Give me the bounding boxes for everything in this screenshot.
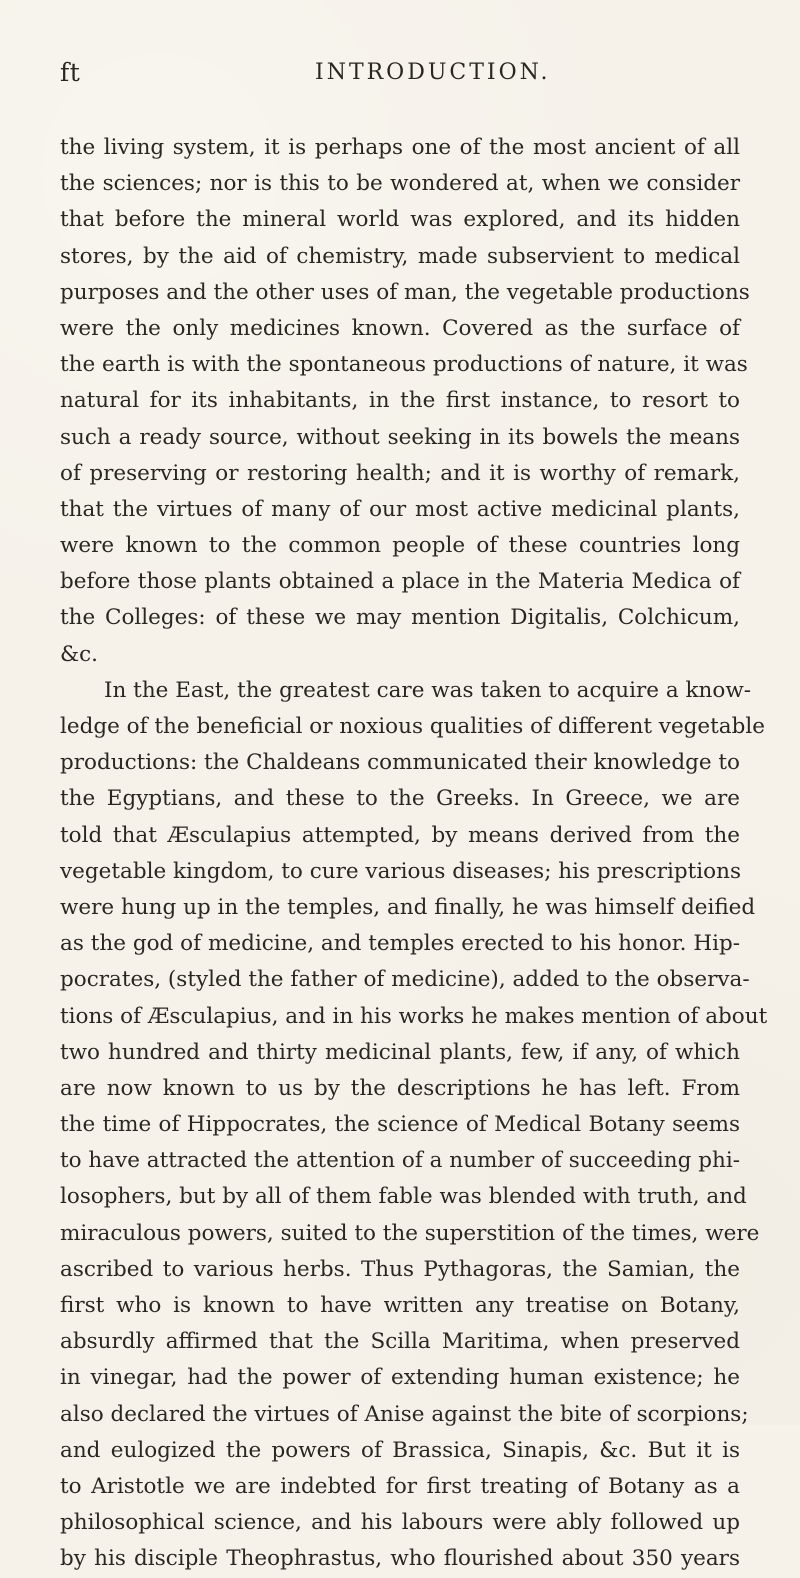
text-line: In the East, the greatest care was taken to acquire a know-	[104, 677, 751, 703]
text-line: the time of Hippocrates, the science of Medical Botany seems	[60, 1112, 740, 1138]
text-line: two hundred and thirty medicinal plants, few, if any, of which	[60, 1039, 740, 1065]
text-line: the living system, it is perhaps one of the most ancient of all	[60, 135, 740, 160]
text-line: miraculous powers, suited to the superstition of the times, were	[60, 1220, 760, 1246]
text-line: were hung up in the temples, and finally, he was himself deified	[60, 894, 756, 920]
text-line: pocrates, (styled the father of medicine), added to the observa-	[60, 967, 750, 993]
text-line: the Egyptians, and these to the Greeks. In Greece, we are	[60, 786, 740, 812]
text-line: losophers, but by all of them fable was blended with truth, and	[60, 1184, 747, 1210]
text-line: productions: the Chaldeans communicated their knowledge to	[60, 750, 740, 776]
text-line: vegetable kingdom, to cure various diseases; his prescriptions	[60, 858, 741, 884]
text-line: were the only medicines known. Covered as the surface of	[60, 315, 740, 341]
text-line: to Aristotle we are indebted for first treating of Botany as a	[60, 1473, 740, 1499]
text-line: ledge of the beneficial or noxious qualities of different vegetable	[60, 714, 765, 739]
text-line: tions of Æsculapius, and in his works he makes mention of about	[60, 1003, 768, 1029]
text-line: absurdly affirmed that the Scilla Maritima, when preserved	[60, 1329, 740, 1355]
text-line: and eulogized the powers of Brassica, Sinapis, &c. But it is	[60, 1437, 740, 1463]
text-line: &c.	[60, 641, 99, 667]
text-line: the sciences; nor is this to be wondered at, when we consider	[60, 171, 740, 197]
text-line: first who is known to have written any treatise on Botany,	[60, 1293, 740, 1318]
body-text	[60, 130, 768, 1578]
page-number: ft	[60, 58, 81, 87]
text-line: are now known to us by the descriptions he has left. From	[60, 1075, 740, 1101]
text-line: purposes and the other uses of man, the vegetable productions	[60, 279, 750, 305]
text-line: the earth is with the spontaneous productions of nature, it was	[60, 352, 748, 378]
text-line: as the god of medicine, and temples erected to his honor. Hip-	[60, 931, 740, 957]
page-header	[60, 58, 740, 90]
text-line: that the virtues of many of our most active medicinal plants,	[60, 496, 740, 522]
text-line: the Colleges: of these we may mention Digitalis, Colchicum,	[60, 605, 740, 631]
running-title: INTRODUCTION.	[315, 60, 551, 85]
text-line: to have attracted the attention of a number of succeeding phi-	[60, 1148, 740, 1174]
text-line: natural for its inhabitants, in the first instance, to resort to	[60, 388, 740, 414]
text-line: by his disciple Theophrastus, who flourished about 350 years	[60, 1546, 740, 1572]
text-line: of preserving or restoring health; and it is worthy of remark,	[60, 460, 740, 486]
text-line: told that Æsculapius attempted, by means derived from the	[60, 822, 740, 848]
text-line: also declared the virtues of Anise against the bite of scorpions;	[60, 1401, 749, 1427]
text-line: were known to the common people of these countries long	[60, 533, 740, 559]
text-line: such a ready source, without seeking in its bowels the means	[60, 424, 740, 450]
text-line: philosophical science, and his labours were ably followed up	[60, 1510, 740, 1536]
text-line: stores, by the aid of chemistry, made subservient to medical	[60, 243, 740, 269]
text-line: in vinegar, had the power of extending human existence; he	[60, 1365, 740, 1391]
text-line: ascribed to various herbs. Thus Pythagoras, the Samian, the	[60, 1256, 740, 1282]
text-line: that before the mineral world was explored, and its hidden	[60, 207, 740, 233]
text-line: before those plants obtained a place in the Materia Medica of	[60, 569, 740, 595]
